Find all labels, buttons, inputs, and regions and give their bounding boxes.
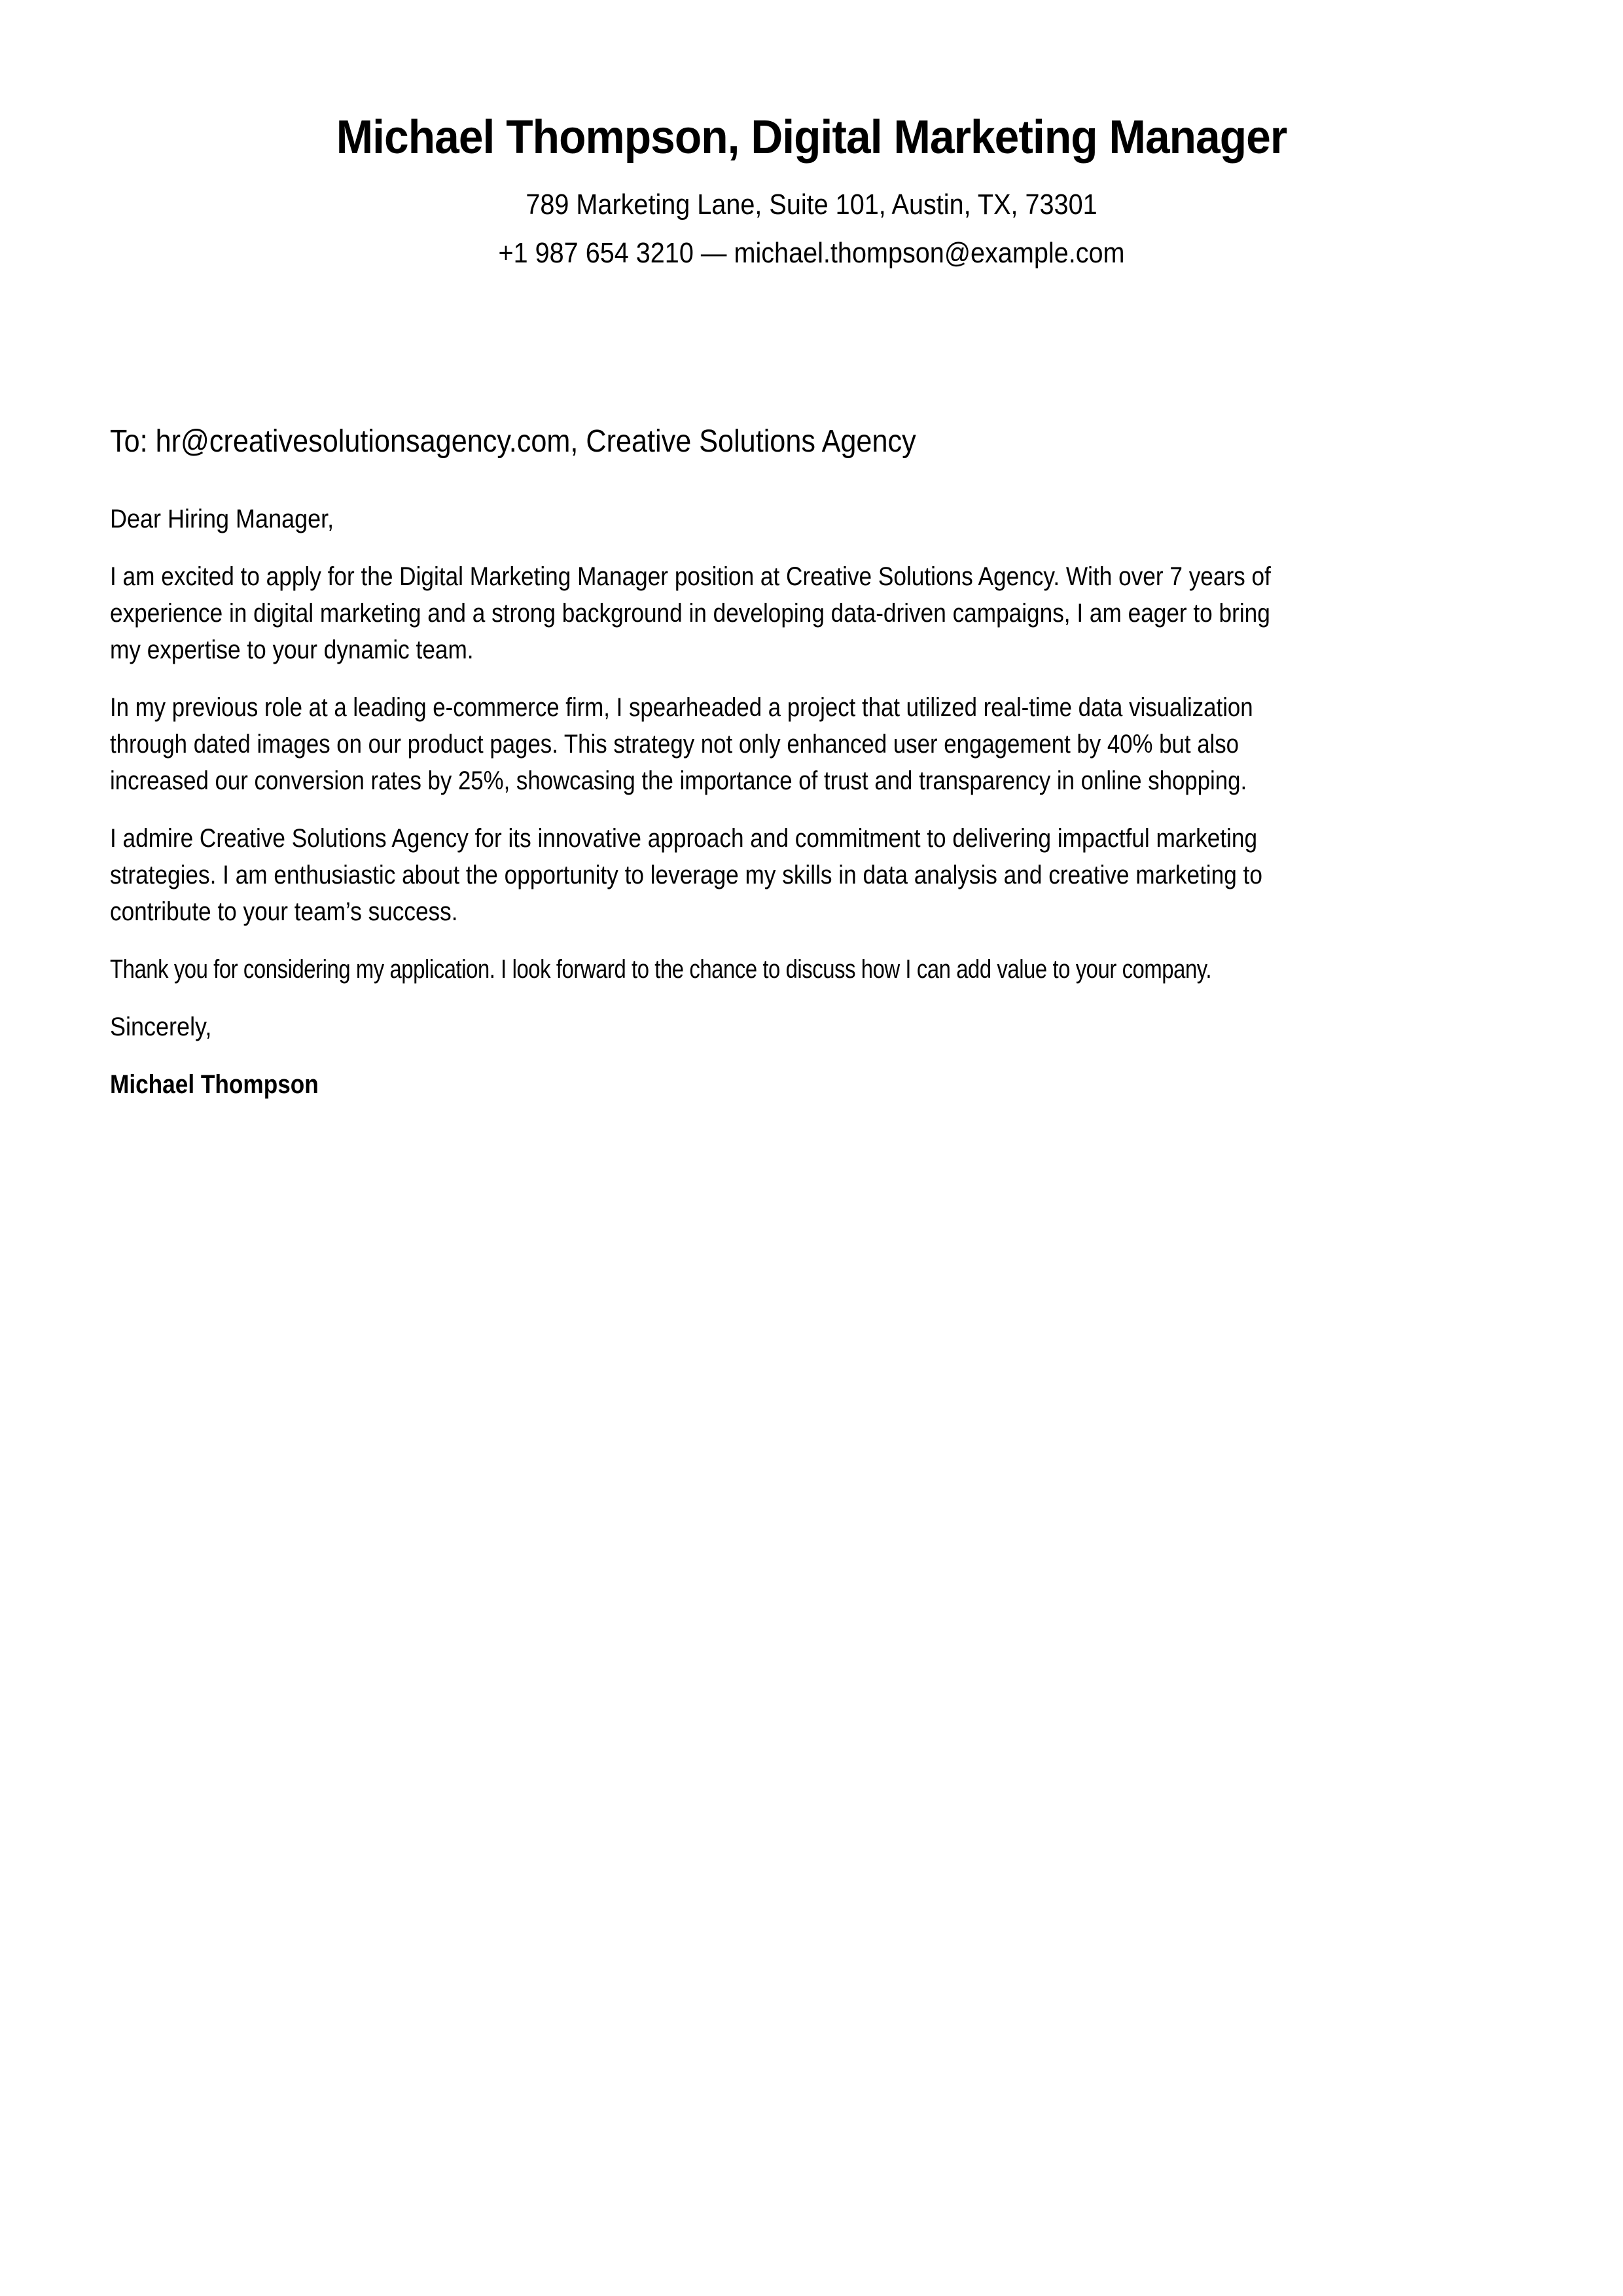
paragraph-line: my expertise to your dynamic team. <box>110 636 474 664</box>
paragraph-line: experience in digital marketing and a strong background in developing data-driven campaigns, I am eager to bring <box>110 599 1270 628</box>
paragraph-line: contribute to your team’s success. <box>110 897 458 926</box>
paragraph-line: increased our conversion rates by 25%, showcasing the importance of trust and transparency in online shopping. <box>110 766 1247 795</box>
paragraph-line: strategies. I am enthusiastic about the opportunity to leverage my skills in data analysis and creative marketing to <box>110 861 1262 889</box>
paragraph-line: Thank you for considering my application. I look forward to the chance to discuss how I can add value to your company. <box>110 955 1212 984</box>
sender-address: 789 Marketing Lane, Suite 101, Austin, TX, 73301 <box>526 188 1097 221</box>
page-title: Michael Thompson, Digital Marketing Manager <box>336 111 1287 164</box>
closing <box>110 1009 1550 1045</box>
paragraph-line: I admire Creative Solutions Agency for its innovative approach and commitment to delivering impactful marketing <box>110 824 1258 853</box>
salutation-text: Dear Hiring Manager, <box>110 505 334 533</box>
recipient-line: To: hr@creativesolutionsagency.com, Creative Solutions Agency <box>110 424 916 459</box>
letter-body <box>110 501 1550 1124</box>
salutation <box>110 501 1550 537</box>
paragraph-intro <box>110 558 1550 668</box>
signature-name: Michael Thompson <box>110 1070 319 1099</box>
paragraph-line: through dated images on our product pages. This strategy not only enhanced user engagement by 40% but also <box>110 730 1240 759</box>
letter-header <box>0 105 1623 278</box>
signature <box>110 1066 1550 1103</box>
closing-text: Sincerely, <box>110 1013 212 1041</box>
paragraph-experience <box>110 689 1550 799</box>
paragraph-thanks <box>110 951 1550 988</box>
paragraph-motivation <box>110 820 1550 930</box>
sender-phone-email: +1 987 654 3210 — michael.thompson@example.com <box>498 237 1125 269</box>
paragraph-line: I am excited to apply for the Digital Marketing Manager position at Creative Solutions Agency. With over 7 years of <box>110 562 1271 591</box>
paragraph-line: In my previous role at a leading e-commerce firm, I spearheaded a project that utilized real-time data visualization <box>110 693 1253 722</box>
